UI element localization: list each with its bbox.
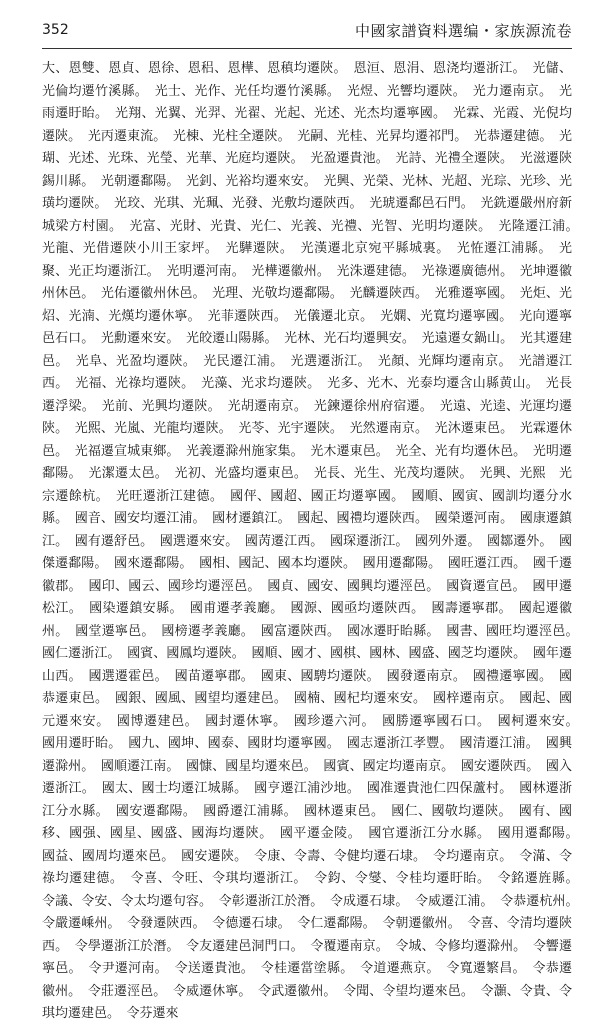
running-title: 中國家譜資料選编・家族源流卷 xyxy=(354,22,572,40)
page-number: 352 xyxy=(42,22,69,38)
genealogy-text: 大、恩雙、恩貞、恩徐、恩稆、恩樺、恩稹均遷陝。 恩洹、恩涓、恩浇均遷浙江。 光儲、光倫均遷竹溪縣。 光士、光作、光任均遷竹溪縣。 光煜、光響均遷陝。 光力遷南京。 光雨遷盱眙。 光翔、光翼、光羿、光翟、光起、光述、光杰均遷寧國。 光霖、光霞、光倪均遷陝。 光丙遷東流。 光棟、光柱全遷陝。 光嗣、光桂、光昇均遷祁門。 光恭遷建德。 光瑚、光述、光珠、光瑩、光華、光庭均遷陝。 光盈遷貴池。 光詩、光禮全遷陝。 光滋遷陝錫川縣。 光朝遷鄱陽。 光釗、光裕均遷來安。 光興、光榮、光林、光超、光琮、光珍、光璜均遷陝。 光珓、光琪、光珮、光發、光敷均遷陝西。 光琥遷鄱邑石門。 光銑遷嚴州府新城梁方村園。 光富、光財、光貴、光仁、光義、光禮、光智、光明均遷陝。 光隆遷江浦。 光龍、光借遷陝小川王家坪。 光驊遷陝。 光漢遷北京宛平縣城裏。 光恠遷江浦縣。 光聚、光正均遷浙江。 光明遷河南。 光樺遷徽州。 光洙遷建德。 光祿遷廣德州。 光坤遷徽州休邑。 光佑遷徽州休邑。 光理、光敬均遷鄱陽。 光麟遷陝西。 光雅遷寧國。 光炬、光炤、光湳、光熯均遷休寧。 光菲遷陝西。 光儀遷北京。 光嫻、光寬均遷寧國。 光向遷寧邑石口。 光勳遷來安。 光皎遷山陽縣。 光林、光石均遷興安。 光遠遷女鍋山。 光其遷建邑。 光阜、光盈均遷陝。 光民遷江浦。 光選遷浙江。 光顏、光輝均遷南京。 光譜遷江西。 光福、光祿均遷陝。 光藻、光求均遷陝。 光多、光木、光泰均遷含山縣黄山。 光長遷浮梁。 光前、光興均遷陝。 光胡遷南京。 光鍊遷徐州府宿遷。 光遠、光逵、光運均遷陝。 光熙、光嵐、光龍均遷陝。 光苓、光宇遷陝。 光然遷南京。 光沐遷東邑。 光霖遷休邑。 光福遷宣城東鄉。 光義遷滁州施家集。 光木遷東邑。 光全、光有均遷休邑。 光明遷鄱陽。 光潔遷太邑。 光初、光盛均遷東邑。 光長、光生、光茂均遷陝。 光興、光熙 光宗遷餘杭。 光旺遷浙江建德。 國伻、國超、國正均遷寧國。 國順、國寅、國訓均遷分水縣。 國音、國安均遷江浦。 國材遷鎮江。 國起、國禮均遷陝西。 國榮遷河南。 國康遷鎮江。 國有遷舒邑。 國選遷來安。 國苪遷江西。 國琛遷浙江。 國列外遷。 國鄒遷外。 國傑遷鄱陽。 國來遷鄱陽。 國相、國記、國本均遷陝。 國用遷鄱陽。 國旺遷江西。 國千遷徽郡。 國印、國云、國珍均遷涇邑。 國貞、國安、國興均遷涇邑。 國資遷宣邑。 國甲遷松江。 國染遷鎮安縣。 國甫遷孝義廳。 國源、國亟均遷陝西。 國壽遷寧郡。 國起遷徽州。 國堂遷寧邑。 國榜遷孝義廳。 國富遷陝西。 國冰遷盱眙縣。 國書、國旺均遷涇邑。 國仁遷浙江。 國賓、國鳳均遷陝。 國順、國才、國棋、國林、國盛、國芝均遷陝。 國年遷山西。 國選遷霍邑。 國苗遷寧郡。 國東、國騁均遷陝。 國發遷南京。 國禮遷寧國。 國恭遷東邑。 國銀、國風、國望均遷建邑。 國楠、國杞均遷來安。 國梓遷南京。 國起、國元遷來安。 國博遷建邑。 國封遷休寧。 國珍遷六河。 國勝遷寧國石口。 國柯遷來安。 國用遷盱眙。 國九、國坤、國泰、國財均遷寧國。 國志遷浙江孝豐。 國清遷江浦。 國興遷滁州。 國順遷江南。 國慷、國星均遷來邑。 國賓、國定均遷南京。 國安遷陝西。 國入遷浙江。 國太、國士均遷江城縣。 國亨遷江浦沙地。 國准遷貴池仁四保蘆村。 國林遷浙江分水縣。 國安遷鄱陽。 國爵遷江浦縣。 國林遷東邑。 國仁、國敬均遷陝。 國有、國移、國强、國星、國盛、國海均遷陝。 國平遷金陵。 國官遷浙江分水縣。 國用遷鄱陽。 國益、國周均遷來邑。 國安遷陝。 令康、令壽、令健均遷石埭。 令均遷南京。 令滿、令祿均遷建德。 令喜、令旺、令琪均遷浙江。 令鈞、令燮、令桂均遷盱眙。 令銘遷旌縣。 令議、令安、令太均遷句容。 令彰遷浙江於潛。 令成遷石埭。 令威遷江浦。 令恭遷杭州。 令嚴遷嵊州。 令發遷陝西。 令德遷石埭。 令仁遷鄱陽。 令朝遷徽州。 令喜、令清均遷陝西。 令學遷浙江於潛。 令友遷建邑洞門口。 令覆遷南京。 令城、令修均遷滁州。 令響遷寧邑。 令尹遷河南。 令送遷貴池。 令桂遷當塗縣。 令道遷燕京。 令寬遷繁昌。 令恭遷徽州。 令莊遷涇邑。 令威遷休寧。 令武遷徽州。 令聞、令望均遷來邑。 令灝、令貴、令琪均遷建邑。 令芬遷來 xyxy=(42,61,586,1021)
page-header xyxy=(42,12,572,49)
